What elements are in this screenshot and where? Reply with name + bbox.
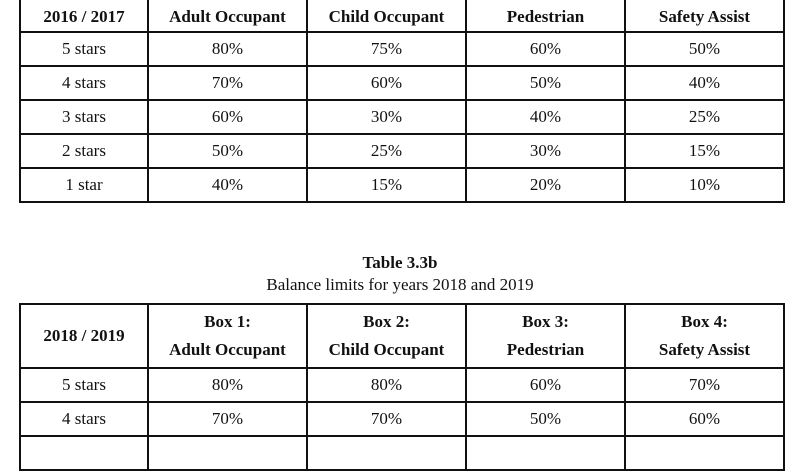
- table-cell: 40%: [625, 66, 784, 100]
- header-box-4: [625, 304, 784, 368]
- table-row: [20, 402, 784, 436]
- table-cell: 15%: [307, 168, 466, 202]
- header-box-2: [307, 304, 466, 368]
- header-box-4: Safety Assist: [625, 0, 784, 32]
- row-label: [20, 436, 148, 470]
- row-label: 5 stars: [20, 368, 148, 402]
- table-cell: 80%: [307, 368, 466, 402]
- table-cell: 70%: [148, 66, 307, 100]
- table-cell: 50%: [466, 66, 625, 100]
- row-label: 1 star: [20, 168, 148, 202]
- table-cell: 80%: [148, 368, 307, 402]
- table-caption-title: Table 3.3b: [362, 253, 438, 272]
- table-cell: 60%: [307, 66, 466, 100]
- table-cell: 70%: [148, 402, 307, 436]
- header-box-2: Child Occupant: [307, 0, 466, 32]
- table-row: [20, 66, 784, 100]
- table-cell: 50%: [466, 402, 625, 436]
- header-box-title: Adult Occupant: [169, 340, 286, 359]
- header-box-title: Pedestrian: [506, 340, 585, 359]
- table-cell: 20%: [466, 168, 625, 202]
- table-row: [20, 32, 784, 66]
- table-cell: 30%: [307, 100, 466, 134]
- row-label: 3 stars: [20, 100, 148, 134]
- table-cell: 30%: [466, 134, 625, 168]
- table-header-row: [20, 0, 784, 32]
- table-cell: 40%: [148, 168, 307, 202]
- table-cell: 25%: [625, 100, 784, 134]
- header-box-1: Adult Occupant: [148, 0, 307, 32]
- row-label: 2 stars: [20, 134, 148, 168]
- table-cell: 75%: [307, 32, 466, 66]
- table-row: [20, 100, 784, 134]
- header-box-title: Safety Assist: [658, 340, 751, 359]
- table-row: [20, 368, 784, 402]
- header-box-title: Child Occupant: [328, 340, 445, 359]
- row-label: 4 stars: [20, 402, 148, 436]
- table-cell: 10%: [625, 168, 784, 202]
- header-box-3: [466, 304, 625, 368]
- header-box-1: [148, 304, 307, 368]
- table-header-row: [20, 304, 784, 368]
- table-row: [20, 436, 784, 470]
- table-caption: [0, 252, 800, 296]
- header-box-3: Pedestrian: [466, 0, 625, 32]
- table-cell: 50%: [625, 32, 784, 66]
- table-row: [20, 134, 784, 168]
- table-cell: 60%: [466, 368, 625, 402]
- table-row: [20, 168, 784, 202]
- header-corner-cell: 2016 / 2017: [20, 0, 148, 32]
- table-cell: 50%: [148, 134, 307, 168]
- row-label: 5 stars: [20, 32, 148, 66]
- header-box-number: Box 1:: [204, 312, 251, 331]
- header-box-number: Box 2:: [363, 312, 410, 331]
- header-corner-cell: 2018 / 2019: [20, 304, 148, 368]
- header-box-number: Box 4:: [681, 312, 728, 331]
- table-cell: 60%: [466, 32, 625, 66]
- row-label: 4 stars: [20, 66, 148, 100]
- table-cell: [307, 436, 466, 470]
- table-cell: 60%: [625, 402, 784, 436]
- table-cell: 40%: [466, 100, 625, 134]
- table-cell: 15%: [625, 134, 784, 168]
- table-cell: 80%: [148, 32, 307, 66]
- table-cell: 70%: [625, 368, 784, 402]
- table-cell: [148, 436, 307, 470]
- table-caption-subtitle: Balance limits for years 2018 and 2019: [266, 275, 534, 294]
- balance-limits-table-2018-2019: [19, 303, 785, 471]
- table-cell: [466, 436, 625, 470]
- table-cell: [625, 436, 784, 470]
- header-box-number: Box 3:: [522, 312, 569, 331]
- table-cell: 25%: [307, 134, 466, 168]
- table-cell: 70%: [307, 402, 466, 436]
- balance-limits-table-2016-2017: [19, 0, 785, 203]
- table-cell: 60%: [148, 100, 307, 134]
